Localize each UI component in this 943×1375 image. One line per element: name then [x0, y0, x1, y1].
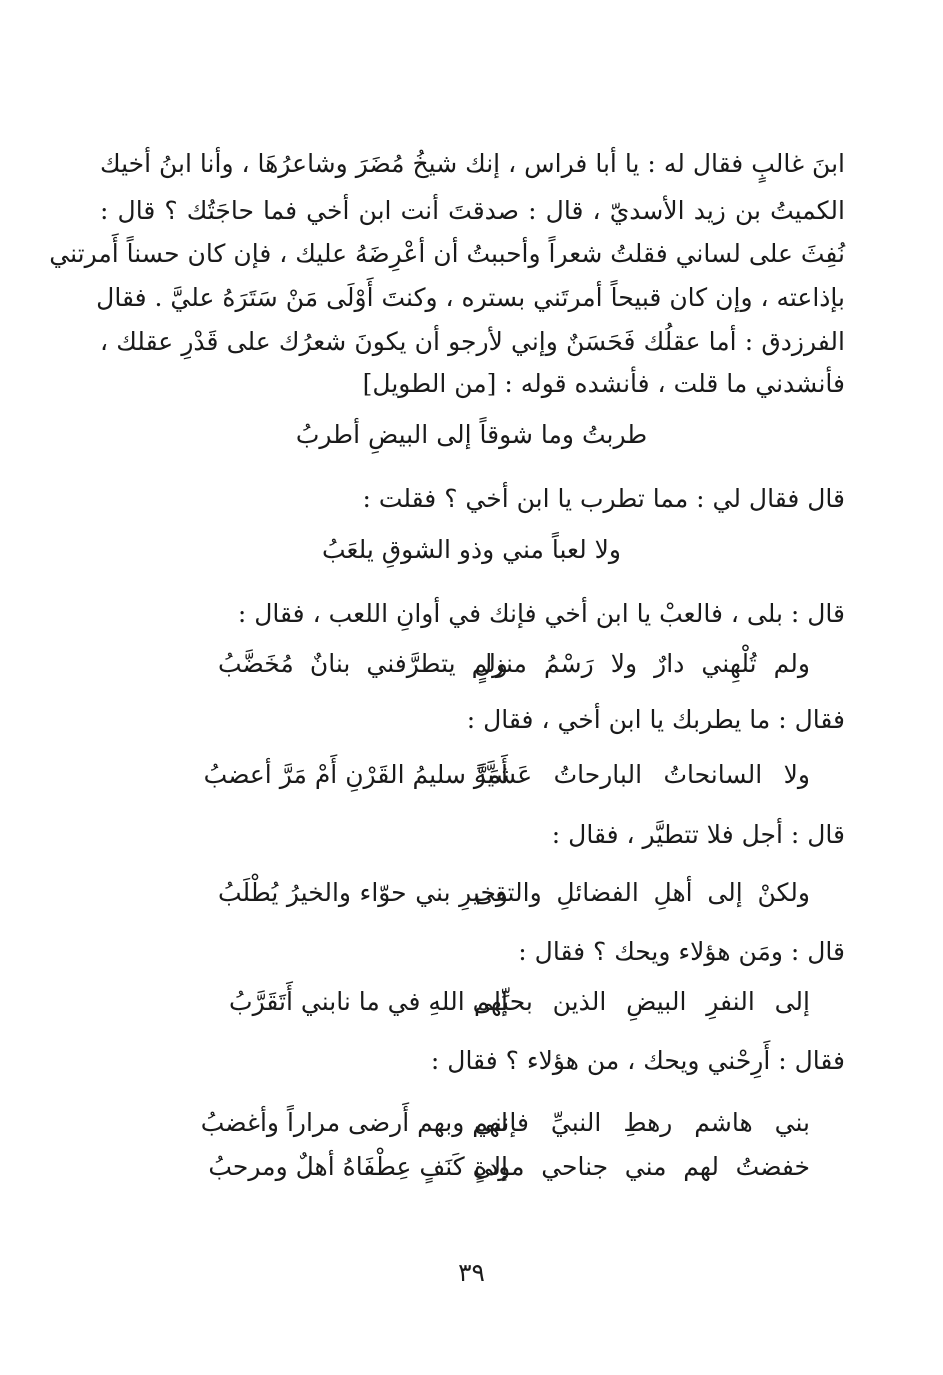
narration-line: قال : ومَن هؤلاء ويحك ؟ فقال :	[518, 937, 845, 966]
verse-second-hemistich: إلى اللهِ في ما نابني أَتَقَرَّبُ	[229, 987, 508, 1016]
verse-first-hemistich: ولا السانحاتُ البارحاتُ عَشيَّةً	[474, 760, 810, 789]
paragraph-line: الفرزدق : أما عقلُك فَحَسَنٌ وإني لأرجو أن يكونَ شعرُك على قَدْرِ عقلك ،	[100, 327, 845, 356]
verse-second-hemistich: إلى كَنَفٍ عِطْفَاهُ أهلٌ ومرحبُ	[208, 1152, 508, 1181]
narration-line: فقال : أَرِحْني ويحك ، من هؤلاء ؟ فقال :	[430, 1046, 845, 1075]
page-number: ٣٩	[458, 1258, 485, 1287]
poem-hemistich: طربتُ وما شوقاً إلى البيضِ أطربُ	[295, 420, 648, 449]
paragraph-line: ابنَ غالبٍ فقال له : يا أبا فراس ، إنك شيخُ مُضَرَ وشاعرُهَا ، وأنا ابنُ أخيك	[100, 149, 845, 178]
verse-second-hemistich: وخيرِ بني حوّاء والخيرُ يُطْلَبُ	[218, 878, 508, 907]
verse-first-hemistich: ولكنْ إلى أهلِ الفضائلِ والتقى	[474, 878, 810, 907]
narration-line: قال فقال لي : مما تطرب يا ابن أخي ؟ فقلت :	[362, 484, 845, 513]
paragraph-line: فأنشدني ما قلت ، فأنشده قوله : [من الطويل]	[362, 369, 845, 398]
poem-hemistich: ولا لعباً مني وذو الشوقِ يلعَبُ	[322, 535, 621, 564]
narration-line: قال : بلى ، فالعبْ يا ابن أخي فإنك في أوانِ اللعب ، فقال :	[237, 599, 845, 628]
narration-line: قال : أجل فلا تتطيَّر ، فقال :	[551, 820, 845, 849]
narration-line: فقال : ما يطربك يا ابن أخي ، فقال :	[466, 705, 845, 734]
verse-second-hemistich: ولم يتطرَّفني بنانٌ مُخَضَّبُ	[218, 649, 508, 678]
verse-first-hemistich: إلى النفرِ البيضِ الذين بحبِّهم	[474, 987, 810, 1016]
verse-second-hemistich: أَمَرَّ سليمُ القَرْنِ أَمْ مَرَّ أعضبُ	[203, 760, 508, 789]
paragraph-line: الكميتُ بن زيد الأسديّ ، قال : صدقتَ أنت ابن أخي فما حاجَتُك ؟ قال :	[100, 196, 845, 225]
paragraph-line: بإذاعته ، وإن كان قبيحاً أمرتَني بستره ، وكنتَ أَوْلَى مَنْ سَتَرَهُ عليَّ . فقال	[96, 283, 845, 312]
verse-first-hemistich: خفضتُ لهم مني جناحي مودةٍ	[474, 1152, 810, 1181]
verse-first-hemistich: بني هاشم رهطِ النبيِّ فإنني	[474, 1108, 810, 1137]
paragraph-line: نُفِثَ على لساني فقلتُ شعراً وأحببتُ أن أعْرِضَهُ عليك ، فإن كان حسناً أَمرتني	[49, 239, 845, 268]
verse-second-hemistich: لهم وبهم أَرضى مراراً وأغضبُ	[200, 1108, 508, 1137]
verse-first-hemistich: ولم تُلْهِني دارٌ ولا رَسْمُ منزلٍ	[474, 649, 810, 678]
